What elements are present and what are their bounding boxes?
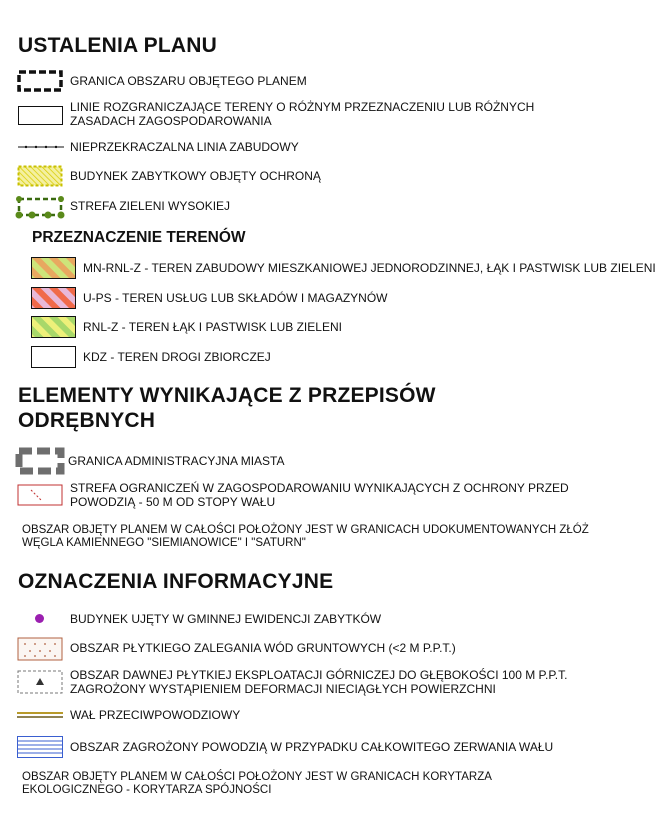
section-title-terrain: PRZEZNACZENIE TERENÓW xyxy=(32,229,246,246)
blue-lines-icon xyxy=(17,736,63,758)
legend-label: OBSZAR PŁYTKIEGO ZALEGANIA WÓD GRUNTOWYCH (<2 M P.P.T.) xyxy=(70,641,456,655)
section-title-info: OZNACZENIA INFORMACYJNE xyxy=(18,570,334,593)
legend-label: OBSZAR DAWNEJ PŁYTKIEJ EKSPLOATACJI GÓRNICZEJ DO GŁĘBOKOŚCI 100 M P.P.T. ZAGROŻONY WYSTĄPIENIEM DEFORMACJI NIECIĄGŁYCH POWIERZCHNI xyxy=(70,668,568,696)
green-orange-hatch-icon xyxy=(31,257,76,279)
regulation-note: OBSZAR OBJĘTY PLANEM W CAŁOŚCI POŁOŻONY JEST W GRANICACH UDOKUMENTOWANYCH ZŁÓŻ WĘGLA KAMIENNEGO "SIEMIANOWICE" I "SATURN" xyxy=(22,524,589,549)
section-title-regulations: ELEMENTY WYNIKAJĄCE Z PRZEPISÓW ODRĘBNYCH xyxy=(18,384,436,432)
section-title-plan: USTALENIA PLANU xyxy=(18,34,217,57)
legend-label: KDZ - TEREN DROGI ZBIORCZEJ xyxy=(83,350,271,364)
legend-label: NIEPRZEKRACZALNA LINIA ZABUDOWY xyxy=(70,140,299,154)
legend-label: OBSZAR ZAGROŻONY POWODZIĄ W PRZYPADKU CAŁKOWITEGO ZERWANIA WAŁU xyxy=(70,740,554,754)
red-dashed-zone-icon xyxy=(17,484,63,506)
legend-label: RNL-Z - TEREN ŁĄK I PASTWISK LUB ZIELENI xyxy=(83,320,342,334)
legend-label: BUDYNEK UJĘTY W GMINNEJ EWIDENCJI ZABYTKÓW xyxy=(70,612,382,626)
yellow-hatch-icon xyxy=(17,165,63,187)
legend-label: U-PS - TEREN USŁUG LUB SKŁADÓW I MAGAZYNÓW xyxy=(83,291,388,305)
red-pink-hatch-icon xyxy=(31,287,76,309)
levee-line-icon xyxy=(17,710,63,720)
dotted-area-icon xyxy=(17,637,63,661)
legend-label: BUDYNEK ZABYTKOWY OBJĘTY OCHRONĄ xyxy=(70,169,321,183)
green-zone-icon xyxy=(14,194,66,220)
legend-label: GRANICA ADMINISTRACYJNA MIASTA xyxy=(68,454,285,468)
green-yellow-hatch-icon xyxy=(31,316,76,338)
purple-dot-icon xyxy=(35,614,44,623)
triangle-area-icon xyxy=(17,670,63,694)
admin-boundary-icon xyxy=(14,446,66,476)
legend-label: MN-RNL-Z - TEREN ZABUDOWY MIESZKANIOWEJ JEDNORODZINNEJ, ŁĄK I PASTWISK LUB ZIELENI xyxy=(83,261,656,275)
legend-label: STREFA OGRANICZEŃ W ZAGOSPODAROWANIU WYNIKAJĄCYCH Z OCHRONY PRZED POWODZIĄ - 50 M OD STOPY WAŁU xyxy=(70,481,569,509)
info-note: OBSZAR OBJĘTY PLANEM W CAŁOŚCI POŁOŻONY JEST W GRANICACH KORYTARZA EKOLOGICZNEGO - KORYTARZA SPÓJNOŚCI xyxy=(22,771,492,796)
plain-rectangle-icon xyxy=(18,106,63,125)
legend-label: LINIE ROZGRANICZAJĄCE TERENY O RÓŻNYM PRZEZNACZENIU LUB RÓŻNYCH ZASADACH ZAGOSPODAROWANIA xyxy=(70,100,535,128)
building-line-icon xyxy=(18,141,64,153)
legend-label: WAŁ PRZECIWPOWODZIOWY xyxy=(70,708,241,722)
legend-label: STREFA ZIELENI WYSOKIEJ xyxy=(70,199,231,213)
plain-rectangle-icon xyxy=(31,346,76,368)
legend-label: GRANICA OBSZARU OBJĘTEGO PLANEM xyxy=(70,74,307,88)
dashed-boundary-icon xyxy=(17,70,63,92)
